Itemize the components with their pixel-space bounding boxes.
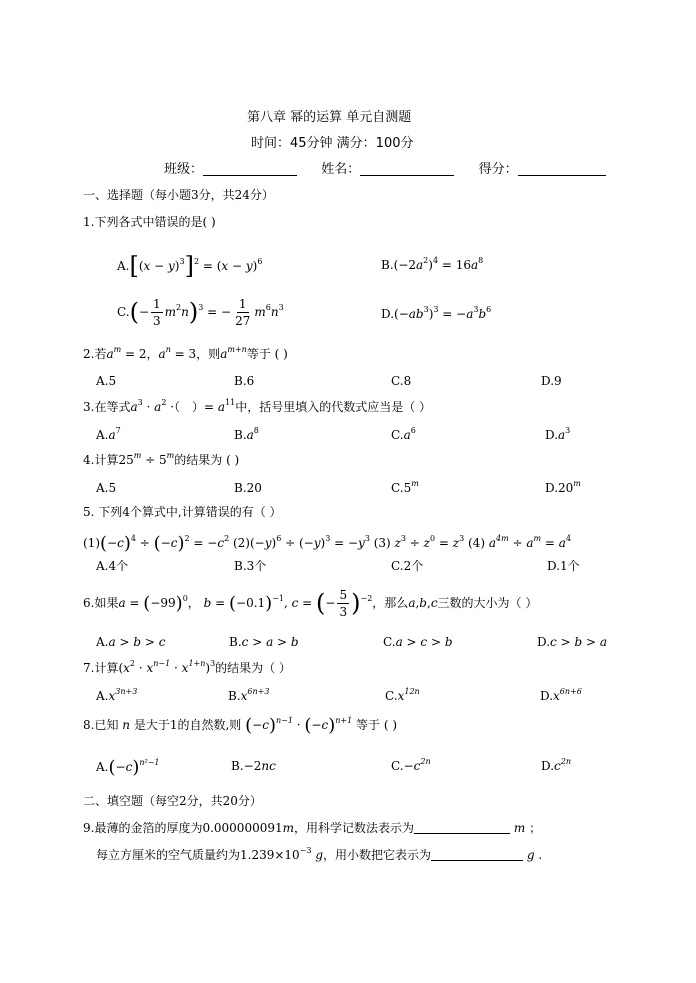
q9-blank-2[interactable]	[431, 860, 523, 861]
q7-option-b[interactable]: $B.x^{6n+3}$	[228, 687, 270, 703]
q1-option-b[interactable]: $B.(-2a^2)^4 = 16a^8$	[381, 256, 484, 272]
q5-expressions: $(1)(-c)^4 \div (-c)^2 = -c^2$ $(2)(-y)^6 \div (-y)^3 = -y^3$ (3) $z^3 \div z^0 = z^3$ (4) $a^{4m} \div a^m = a^4$	[83, 533, 572, 554]
q1-c-label: C.	[117, 305, 130, 319]
q7-option-d[interactable]: $D.x^{6n+6}$	[540, 687, 582, 703]
q1-b-label: B.	[381, 258, 394, 272]
q8-d-label: D.	[541, 759, 555, 773]
q4-text-b: 的结果为 ( )	[174, 453, 240, 467]
q6-text-c: 三数的大小为（ ）	[437, 596, 538, 610]
name-label: 姓名：	[321, 162, 361, 177]
q8-option-b[interactable]: B.−2nc	[231, 759, 276, 773]
q2-text-b: ，	[146, 347, 159, 361]
q4-option-c[interactable]: C.5$^m$	[391, 479, 419, 495]
q6-option-d[interactable]: D.c > b > a	[537, 635, 607, 649]
q7-text-a: 7.计算	[83, 661, 119, 675]
q8-text-b: 是大于1的自然数,则	[133, 718, 242, 732]
q5-option-c[interactable]: C.2个	[391, 559, 424, 573]
page-title: 第八章 幂的运算 单元自测题	[247, 110, 412, 125]
q2-option-a[interactable]: A.5	[96, 374, 117, 388]
student-info-row	[164, 163, 606, 176]
question-9-line-2: 每立方厘米的空气质量约为$1.239\times 10^{-3}$ g，用小数把它表示为 g .	[96, 846, 543, 862]
question-2-stem: 2.若$a^m = 2$，$a^n = 3$，则$a^{m+n}$等于 ( )	[83, 345, 288, 361]
name-blank[interactable]	[360, 175, 454, 176]
q8-text-c: 等于 ( )	[356, 718, 398, 732]
q2-option-d[interactable]: D.9	[541, 374, 562, 388]
q6-option-c[interactable]: C.a > c > b	[383, 635, 453, 649]
question-1-stem: 1.下列各式中错误的是( )	[83, 215, 216, 229]
score-blank[interactable]	[518, 175, 606, 176]
q8-text-a: 8.已知	[83, 718, 119, 732]
q7-option-c[interactable]: $C.x^{12n}$	[385, 687, 420, 703]
q6-d-label: D.	[537, 635, 551, 649]
q8-option-c[interactable]: $C.-c^{2n}$	[391, 757, 431, 773]
q3-text-a: 3.在等式	[83, 400, 131, 414]
q4-option-d[interactable]: D.20$^m$	[545, 479, 581, 495]
q8-option-d[interactable]: $D.c^{2n}$	[541, 757, 571, 773]
q6-c-label: C.	[383, 635, 396, 649]
q3-option-c[interactable]: $C.a^6$	[391, 426, 416, 442]
q3-option-b[interactable]: $B.a^8$	[234, 426, 259, 442]
q2-option-b[interactable]: B.6	[234, 374, 255, 388]
q9-text-2b: ，用小数把它表示为	[323, 848, 432, 862]
q6-text-b: ，那么	[372, 596, 409, 610]
class-blank[interactable]	[203, 175, 297, 176]
q4-option-a[interactable]: A.5	[96, 481, 117, 495]
q3-option-a[interactable]: $A.a^7$	[96, 426, 121, 442]
q8-b-label: B.	[231, 759, 244, 773]
question-9-line-1: 9.最薄的金箔的厚度为0.000000091m，用科学记数法表示为 m ；	[83, 821, 542, 835]
q7-text-b: 的结果为（ ）	[215, 661, 291, 675]
q9-text-1b: ，用科学记数法表示为	[294, 821, 415, 835]
q4-text-a: 4.计算	[83, 453, 119, 467]
q8-option-a[interactable]: $A.(-c)^{n^2-1}$	[96, 757, 160, 778]
q5-option-a[interactable]: A.4个	[96, 559, 129, 573]
q9-text-2c: .	[538, 848, 543, 862]
q2-text-d: 等于 ( )	[246, 347, 288, 361]
q4-d-label: D.	[545, 481, 559, 495]
q7-c-label: C.	[385, 689, 398, 703]
q3-c-label: C.	[391, 428, 404, 442]
q7-option-a[interactable]: $A.x^{3n+3}$	[96, 687, 138, 703]
q9-text-1a: 9.最薄的金箔的厚度为0.000000091	[83, 821, 283, 835]
question-7-stem: 7.计算$(x^2 \cdot x^{n-1} \cdot x^{1+n})^3$的结果为（ ）	[83, 659, 291, 675]
q2-text-c: ，则	[196, 347, 221, 361]
q9-text-1c: ；	[529, 821, 542, 835]
q1-option-d[interactable]: $D.(-ab^3)^3 = -a^3b^6$	[381, 305, 492, 321]
question-5-stem: 5. 下列4个算式中,计算错误的有（ ）	[83, 505, 282, 519]
q6-a-label: A.	[96, 635, 109, 649]
exam-time-score: 时间：45分钟 满分：100分	[251, 136, 414, 151]
q3-b-label: B.	[234, 428, 247, 442]
q3-d-label: D.	[545, 428, 559, 442]
section-2-heading: 二、填空题（每空2分，共20分）	[83, 794, 262, 808]
question-6-stem: 6.如果$a = (-99)^0$， $b = (-0.1)^{-1}$, c = (− $\frac{5}{3}$ )$^{-2}$，那么a,b,c三数的大小为（ ）	[83, 588, 538, 619]
q2-option-c[interactable]: C.8	[391, 374, 412, 388]
q1-d-label: D.	[381, 307, 395, 321]
q6-option-b[interactable]: B.c > a > b	[229, 635, 299, 649]
q3-option-d[interactable]: $D.a^3$	[545, 426, 571, 442]
q4-c-label: C.	[391, 481, 404, 495]
q8-a-label: A.	[96, 760, 109, 774]
q9-text-2a: 每立方厘米的空气质量约为1.239×10	[96, 848, 300, 862]
question-3-stem: 3.在等式$a^3 \cdot a^2$ ·（ ）= $a^{11}$中，括号里填入的代数式应当是（ ）	[83, 398, 432, 414]
q6-option-a[interactable]: A.a > b > c	[96, 635, 166, 649]
q5-option-b[interactable]: B.3个	[234, 559, 267, 573]
class-label: 班级：	[164, 162, 204, 177]
score-label: 得分：	[478, 162, 518, 177]
q7-d-label: D.	[540, 689, 554, 703]
question-4-stem: 4.计算$25^m \div 5^m$的结果为 ( )	[83, 451, 240, 467]
question-8-stem: 8.已知 n 是大于1的自然数,则 $(-c)^{n-1} \cdot (-c)^{n+1}$ 等于 ( )	[83, 715, 398, 736]
q9-blank-1[interactable]	[414, 833, 510, 834]
q1-option-a[interactable]: $A.[(x - y)^3]^2 = (x - y)^6$	[117, 252, 263, 280]
q4-option-b[interactable]: B.20	[234, 481, 262, 495]
q3-a-label: A.	[96, 428, 109, 442]
q7-b-label: B.	[228, 689, 241, 703]
q1-a-label: A.	[117, 259, 130, 273]
section-1-heading: 一、选择题（每小题3分，共24分）	[83, 188, 274, 202]
q1-option-c[interactable]: C.(− $\frac{1}{3}$ $m^2n)^3$ = − $\frac{1}{27}$ $m^6n^3$	[117, 297, 284, 328]
q5-option-d[interactable]: D.1个	[547, 559, 580, 573]
q2-text-a: 2.若	[83, 347, 107, 361]
q3-text-b: 中，括号里填入的代数式应当是（ ）	[235, 400, 432, 414]
q8-c-label: C.	[391, 759, 404, 773]
q6-text-a: 6.如果	[83, 596, 119, 610]
q7-a-label: A.	[96, 689, 109, 703]
q6-b-label: B.	[229, 635, 242, 649]
